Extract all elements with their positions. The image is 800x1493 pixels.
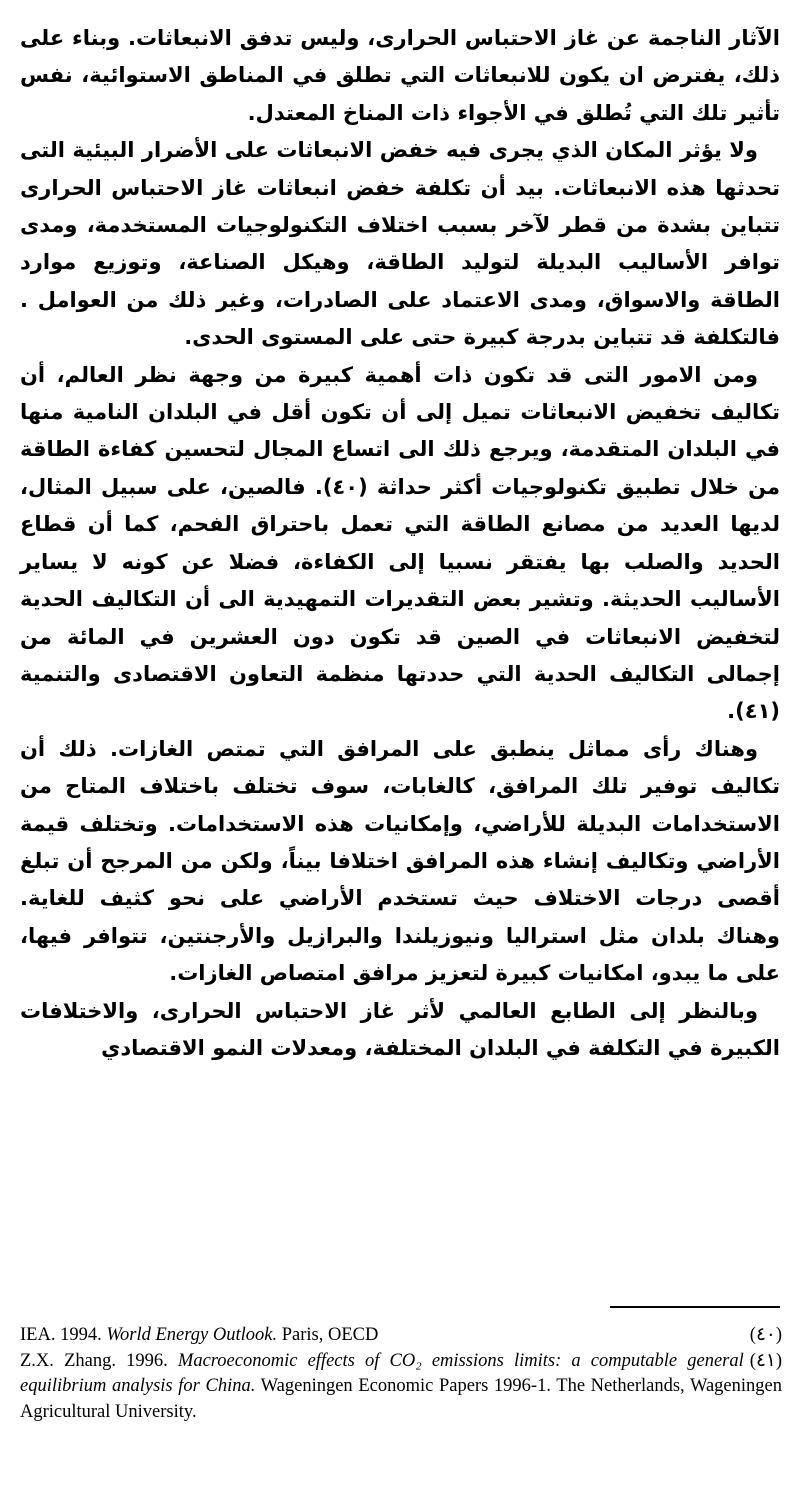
- footnote-text: Paris, OECD: [277, 1325, 379, 1345]
- paragraph-5: وبالنظر إلى الطابع العالمي لأثر غاز الاحتباس الحرارى، والاختلافات الكبيرة في التكلفة في البلدان المختلفة، ومعدلات النمو الاقتصادي: [20, 998, 780, 1060]
- paragraph-3: ومن الامور التى قد تكون ذات أهمية كبيرة من وجهة نظر العالم، أن تكاليف تخفيض الانبعاثات تميل إلى أن تكون أقل في البلدان النامية منها في البلدان المتقدمة، ويرجع ذلك الى اتساع المجال لتحسين كفاءة الطاقة من خلال تطبيق تكنولوجيات أكثر حداثة (٤٠). فالصين، على سبيل المثال، لديها العديد من مصانع الطاقة التي تعمل باحتراق الفحم، كما أن قطاع الحديد والصلب بها يفتقر نسبيا إلى الكفاءة، فضلا عن كونه لا يساير الأساليب الحديثة. وتشير بعض التقديرات التمهيدية الى أن التكاليف الحدية لتخفيض الانبعاثات في الصين قد تكون دون العشرين في المائة من إجمالى التكاليف الحدية التي حددتها منظمة التعاون الاقتصادى والتنمية (٤١).: [20, 362, 780, 724]
- footnote-title: emissions limits: a computable general equilibrium analysis for China.: [20, 1350, 744, 1396]
- footnote-number: (٤١): [749, 1350, 782, 1371]
- footnote-title: Macroeconomic effects of CO: [177, 1350, 416, 1371]
- footnotes: [20, 1323, 782, 1425]
- paragraph-1: الآثار الناجمة عن غاز الاحتباس الحرارى، وليس تدفق الانبعاثات. وبناء على ذلك، يفترض ان يكون للانبعاثات التي تطلق في المناطق الاستوائية، نفس تأثير تلك التي تُطلق في الأجواء ذات المناخ المعتدل.: [20, 26, 780, 125]
- footnote-subscript: ₂: [415, 1350, 422, 1371]
- paragraph-2: ولا يؤثر المكان الذي يجرى فيه خفض الانبعاثات على الأضرار البيئية التى تحدثها هذه الانبعاثات. بيد أن تكلفة خفض انبعاثات غاز الاحتباس الحرارى تتباين بشدة من قطر لآخر بسبب اختلاف التكنولوجيات المستخدمة، ومدى توافر الأساليب البديلة لتوليد الطاقة، وهيكل الصناعة، وتوزيع موارد الطاقة والاسواق، ومدى الاعتماد على الصادرات، وغير ذلك من العوامل . فالتكلفة قد تتباين بدرجة كبيرة حتى على المستوى الحدى.: [20, 138, 780, 350]
- footnote-separator: [610, 1306, 780, 1308]
- paragraph-4: وهناك رأى مماثل ينطبق على المرافق التي تمتص الغازات. ذلك أن تكاليف توفير تلك المرافق، كالغابات، سوف تختلف باختلاف المتاح من الاستخدامات البديلة للأراضي، وإمكانيات هذه الاستخدامات. وتختلف قيمة الأراضي وتكاليف إنشاء هذه المرافق اختلافا بيناً، ولكن من المرجح أن تبلغ أقصى درجات الاختلاف حيث تستخدم الأراضي على نحو كثيف للغاية. وهناك بلدان مثل استراليا ونيوزيلندا والبرازيل والأرجنتين، تتوافر فيها، على ما يبدو، امكانيات كبيرة لتعزيز مرافق امتصاص الغازات.: [20, 736, 780, 986]
- footnote-title: World Energy Outlook.: [106, 1325, 278, 1345]
- footnote-text: Wageningen Economic Papers 1996-1. The Netherlands, Wageningen Agricultural University.: [20, 1376, 782, 1422]
- footnote-text: IEA. 1994.: [20, 1325, 107, 1345]
- body-text: [20, 20, 780, 1067]
- footnote-40: [20, 1323, 782, 1349]
- footnote-number: (٤٠): [749, 1325, 782, 1345]
- footnote-text: Z.X. Zhang. 1996.: [20, 1350, 178, 1371]
- footnote-41: [20, 1349, 782, 1426]
